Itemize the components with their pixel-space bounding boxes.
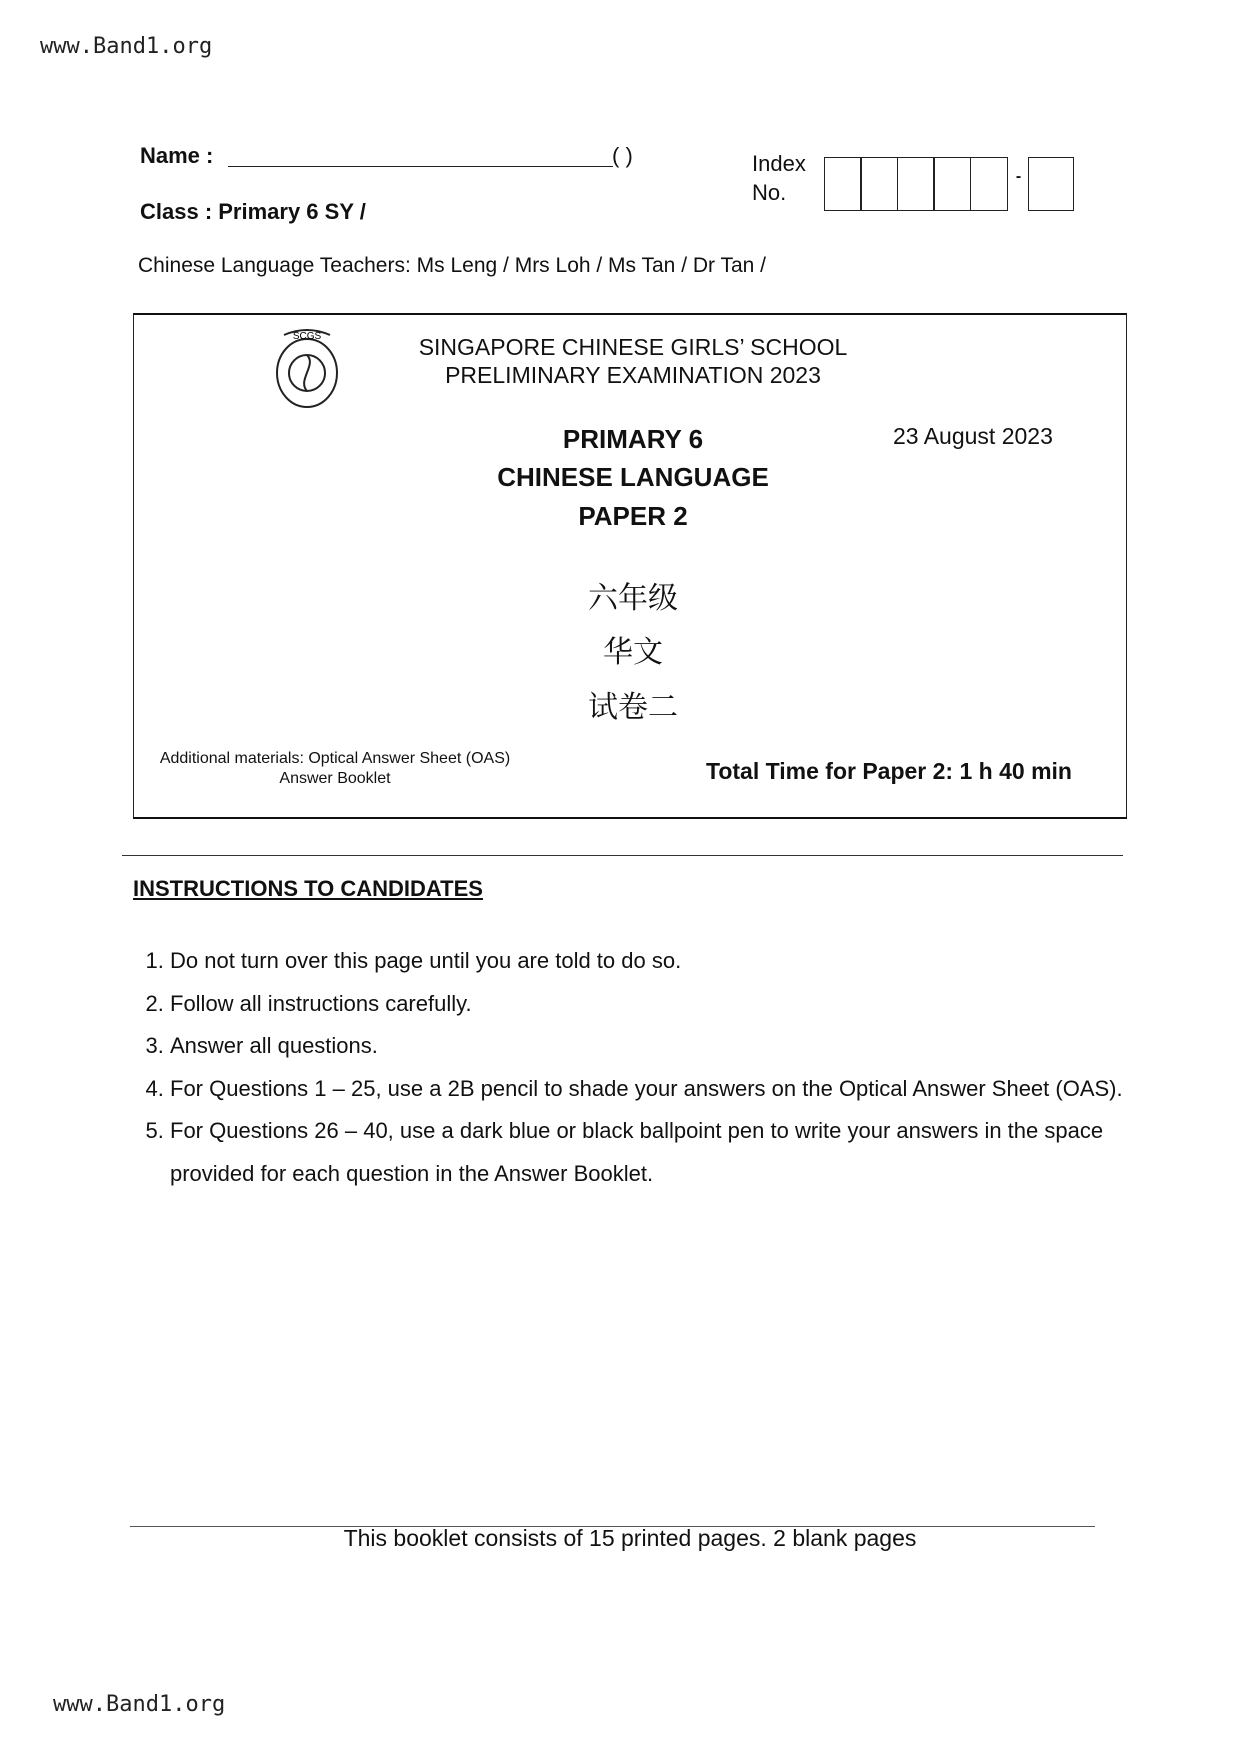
exam-title: PRELIMINARY EXAMINATION 2023 [445, 362, 821, 388]
class-label: Class : Primary 6 SY / [140, 199, 366, 224]
watermark-bottom[interactable]: www.Band1.org [53, 1692, 226, 1717]
instruction-item: 5. For Questions 26 – 40, use a dark blue or black ballpoint pen to write your answers in the space provided for each question in the Answer Booklet. [170, 1110, 1150, 1195]
school-name: SINGAPORE CHINESE GIRLS’ SCHOOL [418, 334, 848, 360]
instruction-item: 2. Follow all instructions carefully. [170, 983, 1150, 1026]
name-field[interactable] [228, 166, 613, 167]
exam-date: 23 August 2023 [893, 423, 1053, 449]
level-title: PRIMARY 6 [562, 424, 704, 454]
instructions-list [130, 940, 1150, 1195]
index-box[interactable] [824, 157, 862, 211]
instruction-item: 1. Do not turn over this page until you are told to do so. [170, 940, 1150, 983]
index-number-boxes[interactable]: - [825, 157, 1074, 211]
index-label-1: Index [752, 151, 806, 176]
index-box[interactable] [970, 157, 1008, 211]
instruction-item: 3. Answer all questions. [170, 1025, 1150, 1068]
cn-subject: 华文 [603, 635, 663, 670]
additional-materials-2: Answer Booklet [279, 770, 391, 787]
divider [122, 855, 1123, 856]
total-time: Total Time for Paper 2: 1 h 40 min [706, 758, 1072, 784]
register-number-paren: ( ) [612, 143, 633, 168]
subject-title: CHINESE LANGUAGE [497, 462, 769, 492]
teachers-line: Chinese Language Teachers: Ms Leng / Mrs Loh / Ms Tan / Dr Tan / [138, 254, 767, 277]
index-box[interactable] [1028, 157, 1074, 211]
additional-materials: Additional materials: Optical Answer Sheet (OAS) [159, 750, 511, 767]
cn-paper: 试卷二 [588, 690, 678, 725]
cn-level: 六年级 [588, 581, 678, 616]
paper-title: PAPER 2 [578, 501, 688, 531]
index-box[interactable] [897, 157, 935, 211]
instruction-item: 4. For Questions 1 – 25, use a 2B pencil to shade your answers on the Optical Answer Sheet (OAS). [170, 1068, 1150, 1111]
watermark-top[interactable]: www.Band1.org [40, 34, 213, 59]
index-box[interactable] [933, 157, 971, 211]
page-count-footer: This booklet consists of 15 printed pages. 2 blank pages [343, 1525, 917, 1551]
index-box[interactable] [860, 157, 898, 211]
instructions-heading: INSTRUCTIONS TO CANDIDATES [133, 876, 483, 901]
svg-text:SCGS: SCGS [292, 331, 322, 342]
name-label: Name : [140, 143, 214, 168]
index-label-2: No. [752, 180, 787, 205]
